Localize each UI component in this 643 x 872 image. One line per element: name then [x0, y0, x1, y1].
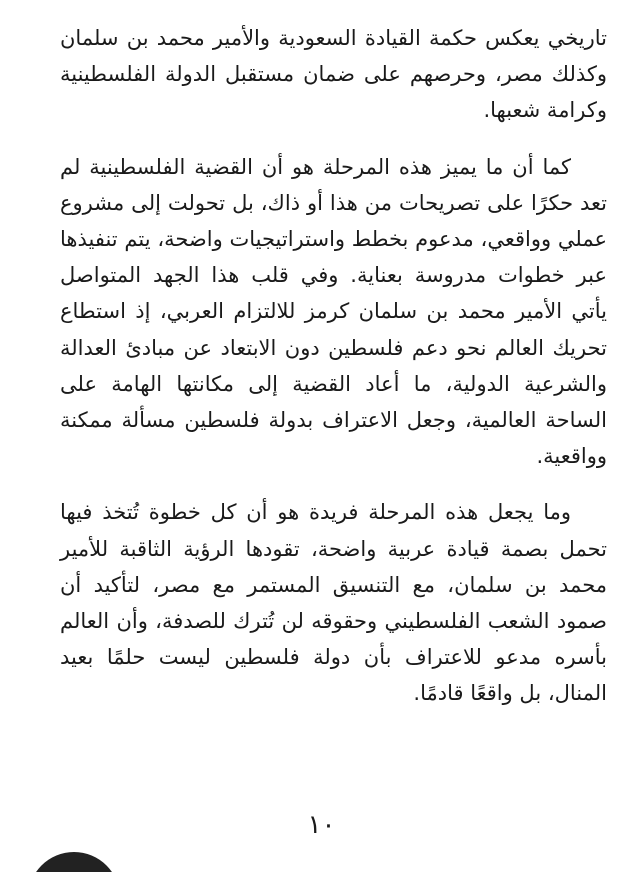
paragraph-3: وما يجعل هذه المرحلة فريدة هو أن كل خطوة تُتخذ فيها تحمل بصمة قيادة عربية واضحة، تقودها الرؤية الثاقبة للأمير محمد بن سلمان، مع التنسيق المستمر مع مصر، لتأكيد أن صمود الشعب الفلسطيني وحقوقه لن تُترك للصدفة، وأن العالم بأسره مدعو للاعتراف بأن دولة فلسطين ليست حلمًا بعيد المنال، بل واقعًا قادمًا.	[60, 500, 607, 706]
paragraph-1: تاريخي يعكس حكمة القيادة السعودية والأمير محمد بن سلمان وكذلك مصر، وحرصهم على ضمان مستقبل الدولة الفلسطينية وكرامة شعبها.	[60, 26, 607, 123]
floating-action-button[interactable]	[28, 852, 120, 872]
document-body	[60, 20, 607, 732]
paragraph-2: كما أن ما يميز هذه المرحلة هو أن القضية الفلسطينية لم تعد حكرًا على تصريحات من هذا أو ذاك، بل تحولت إلى مشروع عملي وواقعي، مدعوم بخطط واستراتيجيات واضحة، يتم تنفيذها عبر خطوات مدروسة بعناية. وفي قلب هذا الجهد المتواصل يأتي الأمير محمد بن سلمان كرمز للالتزام العربي، إذ استطاع تحريك العالم نحو دعم فلسطين دون الابتعاد عن مبادئ العدالة والشرعية الدولية، ما أعاد القضية إلى مكانتها الهامة على الساحة العالمية، وجعل الاعتراف بدولة فلسطين مسألة ممكنة وواقعية.	[60, 154, 607, 469]
page-number: ١٠	[307, 810, 336, 840]
